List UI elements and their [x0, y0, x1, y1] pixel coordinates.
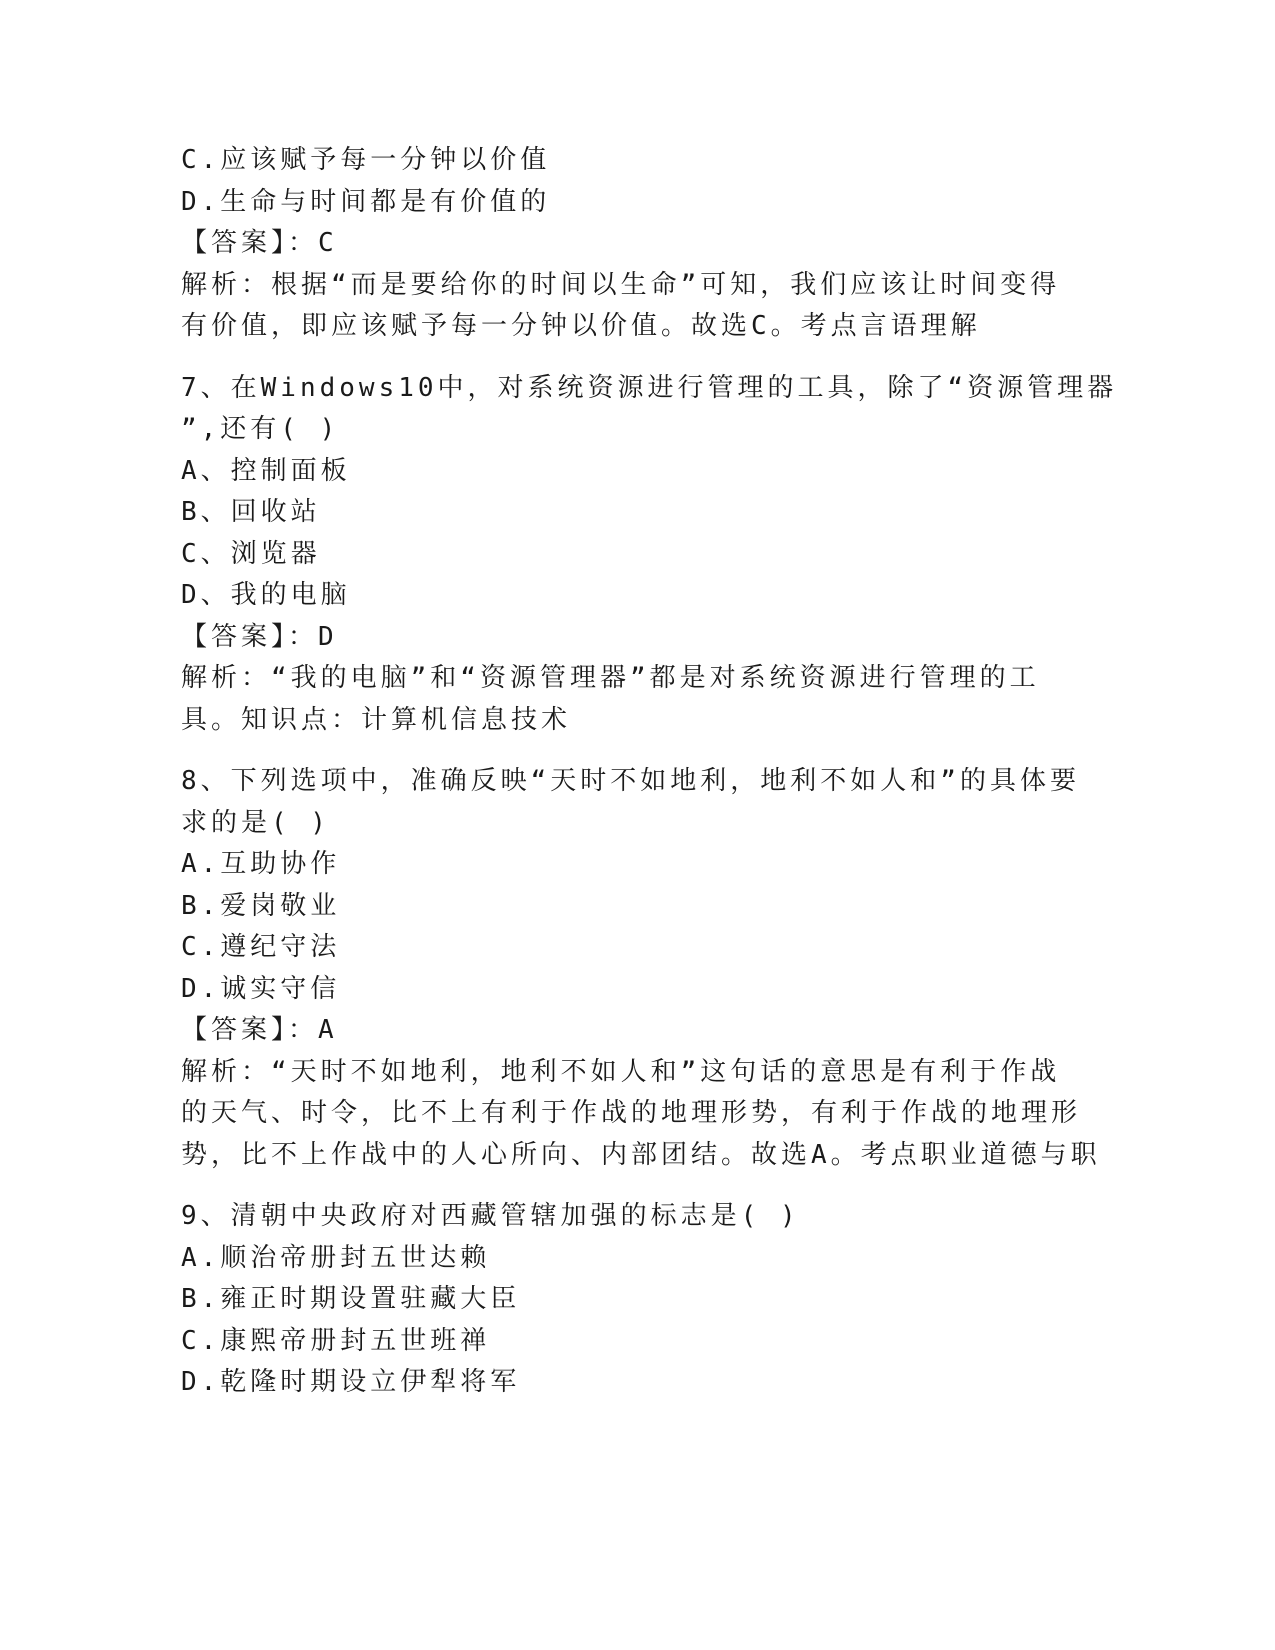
option-c: C.遵纪守法 [181, 932, 341, 962]
option-d: D.乾隆时期设立伊犁将军 [181, 1367, 521, 1397]
analysis-line: 具。知识点：计算机信息技术 [181, 704, 572, 735]
previous-question-tail [181, 140, 1061, 348]
document-page [181, 140, 1118, 1404]
answer-line: 【答案】：C [181, 228, 338, 258]
option-a: A.顺治帝册封五世达赖 [181, 1242, 491, 1273]
question-9 [181, 1196, 1051, 1404]
analysis-line: 解析：根据“而是要给你的时间以生命”可知，我们应该让时间变得 [181, 269, 1061, 300]
option-b: B、回收站 [181, 497, 321, 527]
option-b: B.雍正时期设置驻藏大臣 [181, 1284, 521, 1314]
analysis-line: 解析：“我的电脑”和“资源管理器”都是对系统资源进行管理的工 [181, 663, 1040, 693]
answer-line: 【答案】：D [181, 621, 338, 652]
question-stem: ”,还有( ) [181, 414, 340, 444]
analysis-line: 的天气、时令，比不上有利于作战的地理形势，有利于作战的地理形 [181, 1098, 1082, 1128]
option-d: D.生命与时间都是有价值的 [181, 186, 551, 217]
option-c: C.应该赋予每一分钟以价值 [181, 145, 551, 175]
question-stem: 8、下列选项中，准确反映“天时不如地利，地利不如人和”的具体要 [181, 766, 1080, 796]
analysis-line: 解析：“天时不如地利，地利不如人和”这句话的意思是有利于作战 [181, 1056, 1061, 1087]
option-a: A.互助协作 [181, 849, 341, 879]
option-d: D、我的电脑 [181, 580, 351, 610]
option-d: D.诚实守信 [181, 973, 341, 1004]
option-c: C、浏览器 [181, 538, 321, 569]
question-7 [181, 368, 1118, 742]
option-a: A、控制面板 [181, 455, 351, 486]
question-8 [181, 761, 1101, 1176]
question-stem: 7、在Windows10中，对系统资源进行管理的工具，除了“资源管理器 [181, 372, 1118, 403]
answer-line: 【答案】：A [181, 1015, 338, 1045]
option-c: C.康熙帝册封五世班禅 [181, 1325, 491, 1356]
question-stem: 求的是( ) [181, 807, 330, 838]
question-stem: 9、清朝中央政府对西藏管辖加强的标志是( ) [181, 1201, 800, 1231]
analysis-line: 有价值，即应该赋予每一分钟以价值。故选C。考点言语理解 [181, 311, 981, 341]
option-b: B.爱岗敬业 [181, 890, 341, 921]
analysis-line: 势，比不上作战中的人心所向、内部团结。故选A。考点职业道德与职 [181, 1139, 1101, 1170]
